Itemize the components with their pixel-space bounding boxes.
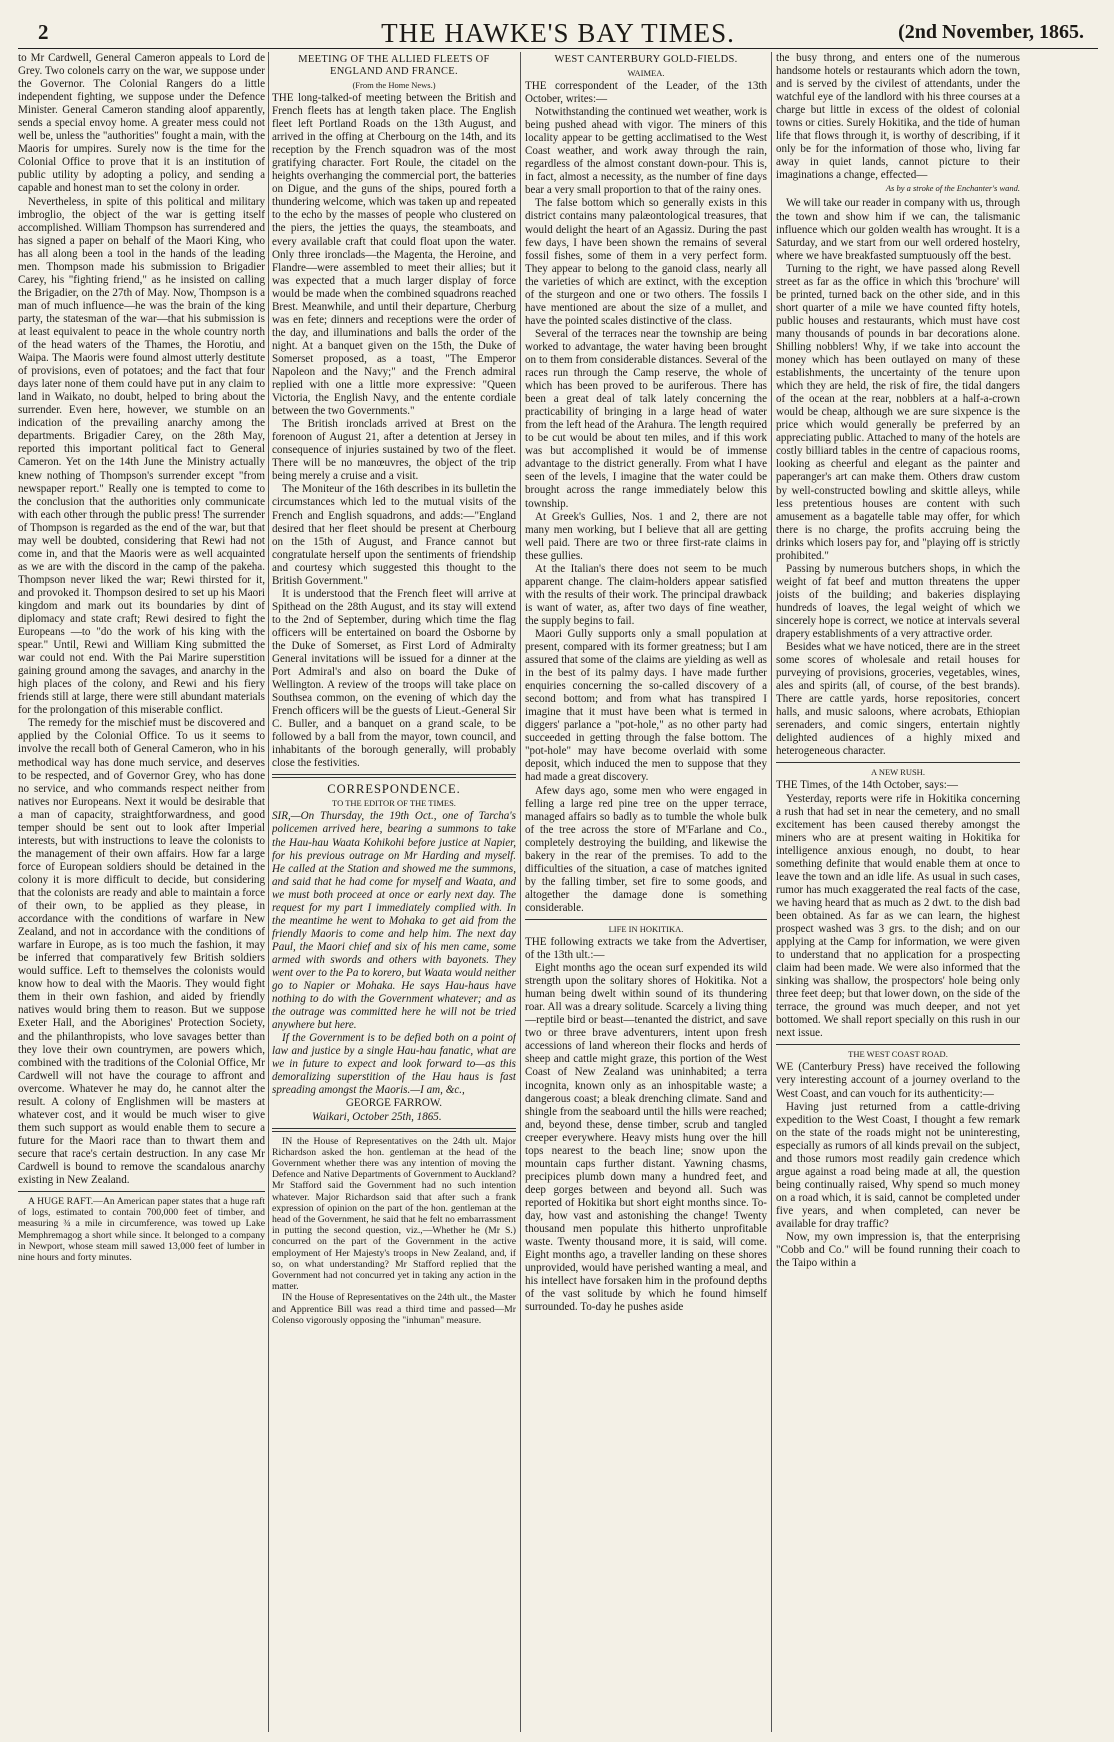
article-paragraph: We will take our reader in company with us, through the town and show him if we can, the talismanic influence which our golden wealth has wrought. It is a Saturday, and we start from our well ordered hostelry, where we have breakfasted sumptuously off the best.	[776, 197, 1020, 262]
divider	[272, 774, 516, 778]
raft-item: A HUGE RAFT.—An American paper states that a huge raft of logs, estimated to contain 700,000 feet of timber, and measuring ¾ a mile in circumference, was towed up Lake Memphremagog a short while since. It belonged to a company in Newport, whose steam mill sawed 13,000 feet of lumber in nine hours and forty minutes.	[18, 1196, 265, 1264]
letter-dateline: Waikari, October 25th, 1865.	[312, 1110, 442, 1123]
letter-signature: GEORGE FARROW.	[345, 1097, 443, 1110]
article-paragraph: Maori Gully supports only a small population at present, compared with its former greatness; but I am assured that some of the claims are yielding as well as in the best of its palmy days. I have made further enquiries concerning the so-called discovery of a second bottom; and from what has transpired I imagine that it must have been what is termed in diggers' parlance a "pot-hole," as no other party had succeeded in getting through the false bottom. The "pot-hole" may have become overlaid with some deposit, which induced the men to suppose that they had made a great discovery.	[525, 627, 767, 784]
column-2	[272, 52, 516, 1732]
article-heading: A NEW RUSH.	[871, 767, 925, 778]
article-paragraph: Nevertheless, in spite of this political and military imbroglio, the object of the war is getting itself accomplished. William Thompson has surrendered and has signed a paper on behalf of the Maori King, who has all along been a tool in the hands of the leading men. Thompson made his submission to Brigadier Carey, his "fighting friend," as he insisted on calling the Brigadier, on the 27th of May. Now, Thompson is a man of much influence—he was the brain of the king party, the statesman of the war—that his submission is at least equivalent to peace in the whole country north of the head waters of the Thames, the Horotiu, and Waipa. The Maoris were found almost utterly destitute of provisions, even of potatoes; and the fact that four days later none of them could have put in any claim to land in Waikato, no doubt, helped to bring about the surrender. Even here, however, we stumble on an indication of the prevailing anarchy among the departments. Brigadier Carey, on the 28th May, reported this important political fact to General Cameron. Yet on the 14th June the Ministry actually knew nothing of Thompson's surrender except "from newspaper report." Really one is tempted to come to the conclusion that the authorities only communicate with each other through the public press! The surrender of Thompson is regarded as the end of the war, but that may well be doubted, considering that Rewi had not come in, and that the Maoris were as well acquainted as we are with the discord in the camp of the pakeha. Thompson never liked the war; Rewi thirsted for it, and provoked it. Thompson desired to set up his Maori kingdom and mark out its boundaries by dint of diplomacy and state craft; Rewi desired to fight the Europeans —to "do the work of his king with the spear." Until, Rewi and William King submitted the war could not end. With the Pai Marire superstition gaining ground among the savages, and anarchy in the high places of the colony, and Rewi and his fiery friends still at large, there were still abundant materials for the prolongation of this miserable conflict.	[18, 195, 265, 717]
divider	[272, 1128, 516, 1132]
article-paragraph: At Greek's Gullies, Nos. 1 and 2, there are not many men working, but I believe that all are getting well paid. There are two or three first-rate claims in these gullies.	[525, 510, 767, 562]
columns	[18, 52, 1098, 1732]
article-heading: THE WEST COAST ROAD.	[848, 1049, 948, 1060]
column-rule	[268, 52, 269, 1732]
article-paragraph: IN the House of Representatives on the 24th ult., the Master and Apprentice Bill was read a third time and passed—Mr Colenso vigorously opposing the "inhuman" measure.	[272, 1292, 516, 1326]
article-paragraph: Several of the terraces near the township are being worked to advantage, the water having been brought on to them from considerable distances. Several of the races run through the Camp reserve, the whole of which has been proved to be auriferous. There has been a great deal of talk lately concerning the practicability of bringing in a large head of water from the left head of the Arahura. The length required to be cut would be about ten miles, and if this work was but accomplished it would be of immense advantage to the district generally. From what I have seen of the levels, I imagine that the water could be brought across the range immediately below this township.	[525, 327, 767, 510]
article-paragraph: Passing by numerous butchers shops, in which the weight of fat beef and mutton threatens the upper joists of the building; and bakeries displaying hundreds of loaves, the legal weight of which we sincerely hope is correct, we notice at intervals several drapery establishments of a very attractive order.	[776, 562, 1020, 641]
article-paragraph: The false bottom which so generally exists in this district contains many palæontological treasures, that would delight the heart of an Agassiz. During the past few days, I have been shown the remains of several fossil fishes, some of them in a very perfect form. They appear to belong to the ganoid class, nearly all the varieties of which are extinct, with the exception of the sturgeon and one or two others. The fossils I have mentioned are about the size of a mullet, and have the pointed scales distinctive of the class.	[525, 197, 767, 327]
article-paragraph: THE Times, of the 14th October, says:—	[776, 779, 958, 792]
article-paragraph: Now, my own impression is, that the enterprising "Cobb and Co." will be found running their coach to the Taipo within a	[776, 1231, 1020, 1270]
article-heading: LIFE IN HOKITIKA.	[608, 924, 684, 934]
article-paragraph: to Mr Cardwell, General Cameron appeals to Lord de Grey. Two colonels carry on the war, we suppose under the Governor. The Colonial Rangers do a little independent fighting, we suppose under the Defence Minister. General Cameron standing aloof apparently, sends a special envoy home. A greater mess could not well be, unless the "authorities" fought a main, with the Maoris for umpires. Surely now is the time for the Colonial Office to prove that it is an institution of public utility by adopting a policy, and sending a capable and honest man to set the colony in order.	[18, 52, 265, 195]
article-paragraph: Besides what we have noticed, there are in the street some scores of wholesale and retail houses for purveying of provisions, groceries, vegetables, wines, ales and spirits (all, of course, of the best brands). There are cattle yards, horse repositories, concert halls, and music saloons, where acrobats, Ethiopian serenaders, and comic singers, entertain nightly delighted audiences of a highly mixed and heterogeneous character.	[776, 641, 1020, 758]
column-rule	[771, 52, 772, 1732]
article-paragraph: Yesterday, reports were rife in Hokitika concerning a rush that had set in near the cemetery, and no small excitement has been caused thereby amongst the miners who are at present waiting in Hokitika for intelligence anxious enough, no doubt, to hear something definite that would enable them at once to leave the town and an idle life. As usual in such cases, rumor has much exaggerated the real facts of the case, we having heard that as much as 2 dwt. to the dish bad been obtained. As far as we can learn, the highest prospect washed was 3 grs. to the dish; and on our applying at the Camp for information, we were given to understand that no application for a prospecting claim had been made. We were also informed that the sinking was shallow, the prospectors' hole being only three feet deep; but that lower down, on the side of the terrace, the ground was much deeper, and not yet bottomed. We shall report specially on this rush in our next issue.	[776, 792, 1020, 1040]
article-paragraph: THE long-talked-of meeting between the British and French fleets has at length taken place. The English fleet left Portland Roads on the 13th August, and arrived in the offing at Cherbourg on the 14th, and its reception by the French squadron was of the most gratifying character. Fort Roule, the citadel on the heights overhanging the commercial port, the batteries on Digue, and the guns of the ships, poured forth a thundering welcome, which was taken up and repeated to the echo by the masses of people who clustered on the piers, the jetties the quays, the steamboats, and every available craft that could float upon the water. Only three ironclads—the Magenta, the Heroine, and Flandre—were assembled to meet their allies; but it was expected that a much larger display of force would be made when the combined squadrons reached Brest. Meanwhile, and until their departure, Cherburg was en fete; dinners and receptions were the order of the day, and illuminations and balls the order of the night. At a banquet given on the 15th, the Duke of Somerset proposed, as a toast, "The Emperor Napoleon and the Navy;" and the French admiral replied with one a little more expressive: "Queen Victoria, the English Navy, and the entente cordiale between the two Governments."	[272, 92, 516, 418]
article-paragraph: the busy throng, and enters one of the numerous handsome hotels or restaurants which adorn the town, and is served by the civilest of attendants, under the watchful eye of the landlord with his three courses at a charge but little in excess of the oldest of colonial towns or cities. Surely Hokitika, and the tide of human life that flows through it, is worthy of describing, if it only be for the information of those who, living far away in quiet lands, cannot picture to their imaginations a change, effected—	[776, 52, 1020, 182]
column-4	[776, 52, 1020, 1732]
divider	[525, 919, 767, 920]
quotation: As by a stroke of the Enchanter's wand.	[885, 183, 1020, 194]
article-paragraph: IN the House of Representatives on the 24th ult. Major Richardson asked the hon. gentleman at the head of the Government whether there was any intention of moving the Defence and Native Departments of Government to Auckland? Mr Stafford said the Government had no such intention whatever. Major Richardson said that after such a frank expression of opinion on the part of the hon. gentleman at the head of the Government, he said that he felt no embarrassment in putting the second question, viz.,—Whether he (Mr S.) concurred on the part of the Government in the active employment of Her Majesty's troops in New Zealand, and, if so, on what understanding? Mr Stafford replied that the Government had not concurred yet in taking any action in the matter.	[272, 1135, 516, 1293]
article-paragraph: Notwithstanding the continued wet weather, work is being pushed ahead with vigor. The miners of this locality appear to be getting acclimatised to the West Coast weather, and work away through the rain, regardless of the almost constant down-pour. This is, in fact, almost a necessity, as the number of fine days bear a very small proportion to that of the rainy ones.	[525, 106, 767, 197]
article-paragraph: Turning to the right, we have passed along Revell street as far as the office in which this 'brochure' will be printed, turned back on the other side, and in this short quarter of a mile we have counted fifty hotels, public houses and restaurants, which must have cost many thousands of pounds in bar decorations alone. Shilling nobblers! Why, if we take into account the money which has been outlayed on many of these establishments, the uncertainty of the tenure upon which they are held, the risk of fire, the tidal dangers of the ocean at the rear, nobblers at a half-a-crown would be cheap, although we are sure sixpence is the price which would generally be preferred by an appreciating public. Attached to many of the hotels are costly billiard tables in the centre of capacious rooms, looking as cheerful and elegant as the painter and paperanger's art can make them. Others draw custom by well-constructed bowling and skittle alleys, while less pretentious houses are content with such amusement as a bagatelle table may offer, for which there is no charge, the profits accruing being the drinks which losers pay for, and "playing off is strictly prohibited."	[776, 262, 1020, 562]
article-heading: WEST CANTERBURY GOLD-FIELDS.	[554, 54, 738, 65]
masthead	[18, 18, 1098, 49]
article-paragraph: Eight months ago the ocean surf expended its wild strength upon the solitary shores of Hokitika. Not a human being dwelt within sound of its thundering roar. All was a dreary solitude. Scarcely a living thing—reptile bird or beast—tenanted the district, and save two or three brave adventurers, intent upon fresh accessions of land whereon their flocks and herds of sheep and cattle might graze, this portion of the West Coast of New Zealand was uninhabited; a terra incognita, known only as an inhospitable waste; a dangerous coast; a bleak drenching climate. Sand and shingle from the seaboard until the hills were reached; and, beyond these, dense timber, scrub and tangled creeper everywhere. Heavy mists hung over the hill tops nearest to the beach line; snow upon the mountain caps further distant. Yawning chasms, precipices plumb down many a hundred feet, and deep gorges between and beyond all. Such was reported of Hokitika but short eight months since. To-day, how vast and astonishing the change! Twenty thousand men populate this hitherto unprofitable waste. Twenty thousand more, it is said, will come. Eight months ago, a traveller landing on these shores unprovided, would have perished wanting a meal, and his intellect have forsaken him in the profound depths of the vast solitude by which he found himself surrounded. To-day he pushes aside	[525, 962, 767, 1314]
column-rule	[520, 52, 521, 1732]
article-paragraph: Having just returned from a cattle-driving expedition to the West Coast, I thought a few remark on the state of the roads might not be uninteresting, especially as rumors of all kinds prevail on the subject, and those rumors most readily gain credence which argue against a road being made at all, the question being continually raised, Why spend so much money on a road which, it is said, cannot be completed under five years, and when completed, can never be available for dray traffic?	[776, 1100, 1020, 1230]
section-subheading: TO THE EDITOR OF THE TIMES.	[332, 798, 456, 809]
article-heading: MEETING OF THE ALLIED FLEETS OF ENGLAND AND FRANCE.	[298, 54, 490, 77]
article-paragraph: The Moniteur of the 16th describes in its bulletin the circumstances which led to the mutual visits of the French and English squadrons, and adds:—"England desired that her fleet should be present at Cherbourg on the 15th of August, and France cannot but congratulate herself upon the sentiments of friendship and courtesy which suggested this thought to the British Government."	[272, 483, 516, 587]
article-source: (From the Home News.)	[352, 80, 436, 90]
divider	[776, 1044, 1020, 1045]
divider	[776, 762, 1020, 763]
article-paragraph: Afew days ago, some men who were engaged in felling a large red pine tree on the upper terrace, managed affairs so badly as to tumble the whole bulk of the tree across the store of M'Farlane and Co., completely destroying the building, and likewise the bakery in the rear of the premises. To add to the difficulties of the situation, a case of matches ignited by the falling timber, set fire to some goods, and altogether the damage done is something considerable.	[525, 784, 767, 914]
article-paragraph: THE following extracts we take from the Advertiser, of the 13th ult.:—	[525, 936, 767, 962]
article-paragraph: At the Italian's there does not seem to be much apparent change. The claim-holders appear satisfied with the results of their work. The principal drawback is want of water, as, after two days of fine weather, the supply begins to fail.	[525, 562, 767, 627]
letter-paragraph: If the Government is to be defied both on a point of law and justice by a single Hau-hau fanatic, what are we in future to expect and look forward to—as this demoralizing superstition of the Hau haus is fast spreading amongst the Maoris.—I am, &c.,	[272, 1032, 516, 1097]
article-paragraph: It is understood that the French fleet will arrive at Spithead on the 28th August, and its stay will extend to the 2nd of September, during which time the flag officers will be entertained on board the Osborne by the Duke of Somerset, as First Lord of Admiralty General invitations will be issued for a dinner at the Port Admiral's and also on board the Duke of Wellington. A review of the troops will take place on Southsea common, on the evening of which day the French officers will be the guests of Lieut.-General Sir C. Buller, and a banquet on a grand scale, to be followed by a ball from the mayor, town council, and inhabitants of the borough generally, will probably close the festivities.	[272, 587, 516, 770]
section-heading: CORRESPONDENCE.	[327, 782, 461, 797]
page-number: 2	[38, 20, 49, 44]
article-paragraph: THE correspondent of the Leader, of the 13th October, writes:—	[525, 80, 767, 106]
letter-paragraph: SIR,—On Thursday, the 19th Oct., one of Tarcha's policemen arrived here, bearing a summons to take the Hau-hau Waata Kohikohi before justice at Napier, for his previous outrage on Mr Harding and myself. He called at the Station and showed me the summons, and said that he had come for myself and Waata, and we must both proceed at once or early next day. The request for my part I immediately complied with. In the meantime he went to Mohaka to get aid from the friendly Maoris to come and help him. The next day Paul, the Maori chief and six of his men came, some armed with swords and others with bayonets. They went over to the Pa to korero, but Waata would neither go to Napier or Mohaka. He says Hau-haus have nothing to do with the Government whatever; and as the outrage was committed here he will not be tried anywhere but here.	[272, 810, 516, 1032]
column-1	[18, 52, 265, 1732]
column-3	[525, 52, 767, 1732]
article-paragraph: The remedy for the mischief must be discovered and applied by the Colonial Office. To us it seems to involve the recall both of General Cameron, who in his methodical way has done much service, and deserves to be respected, and of Governor Grey, who has done no service, and who commands respect neither from natives nor Europeans. Next it would be desirable that a man of capacity, straightforwardness, and good temper should be sent out to look after Imperial interests, but with instructions to leave the colonists to the management of their own affairs. How far a large force of European soldiers should be detained in the colony it is more difficult to decide, but considering that the colonists are ready and able to maintain a force of their own, to be applied as they please, in accordance with the conditions of warfare in New Zealand, and not in accordance with the conditions of warfare in Europe, as is too much the fashion, it may be inferred that comparatively few British soldiers would suffice. Left to themselves the colonists would know how to deal with the Maoris. They would fight them in their own fashion, and aided by friendly natives would bring them to reason. But we suppose Exeter Hall, and the Aborigines' Protection Society, and the philanthropists, who love savages better than they love their own countrymen, are powers which, combined with the traditions of the Colonial Office, Mr Cardwell will not have the courage to affront and overcome. Whatever he may do, he cannot alter the result. A colony of Englishmen will be masters at whatever cost, and it would be much wiser to give them such support as would enable them to secure a future for the Maori race than to thwart them and secure that race's certain destruction. In any case Mr Cardwell is bound to remove the scandalous anarchy existing in New Zealand.	[18, 717, 265, 1187]
newspaper-title: THE HAWKE'S BAY TIMES.	[381, 18, 735, 48]
article-paragraph: WE (Canterbury Press) have received the following very interesting account of a journey overland to the West Coast, and can vouch for its authenticity:—	[776, 1061, 1020, 1100]
article-place: WAIMEA.	[627, 68, 665, 78]
article-paragraph: The British ironclads arrived at Brest on the forenoon of August 21, after a detention at Jersey in consequence of injuries sustained by two of the fleet. There will be no manœuvres, the object of the trip being merely a cruise and a visit.	[272, 418, 516, 483]
issue-date: (2nd November, 1865.	[898, 21, 1084, 43]
divider	[18, 1191, 265, 1192]
